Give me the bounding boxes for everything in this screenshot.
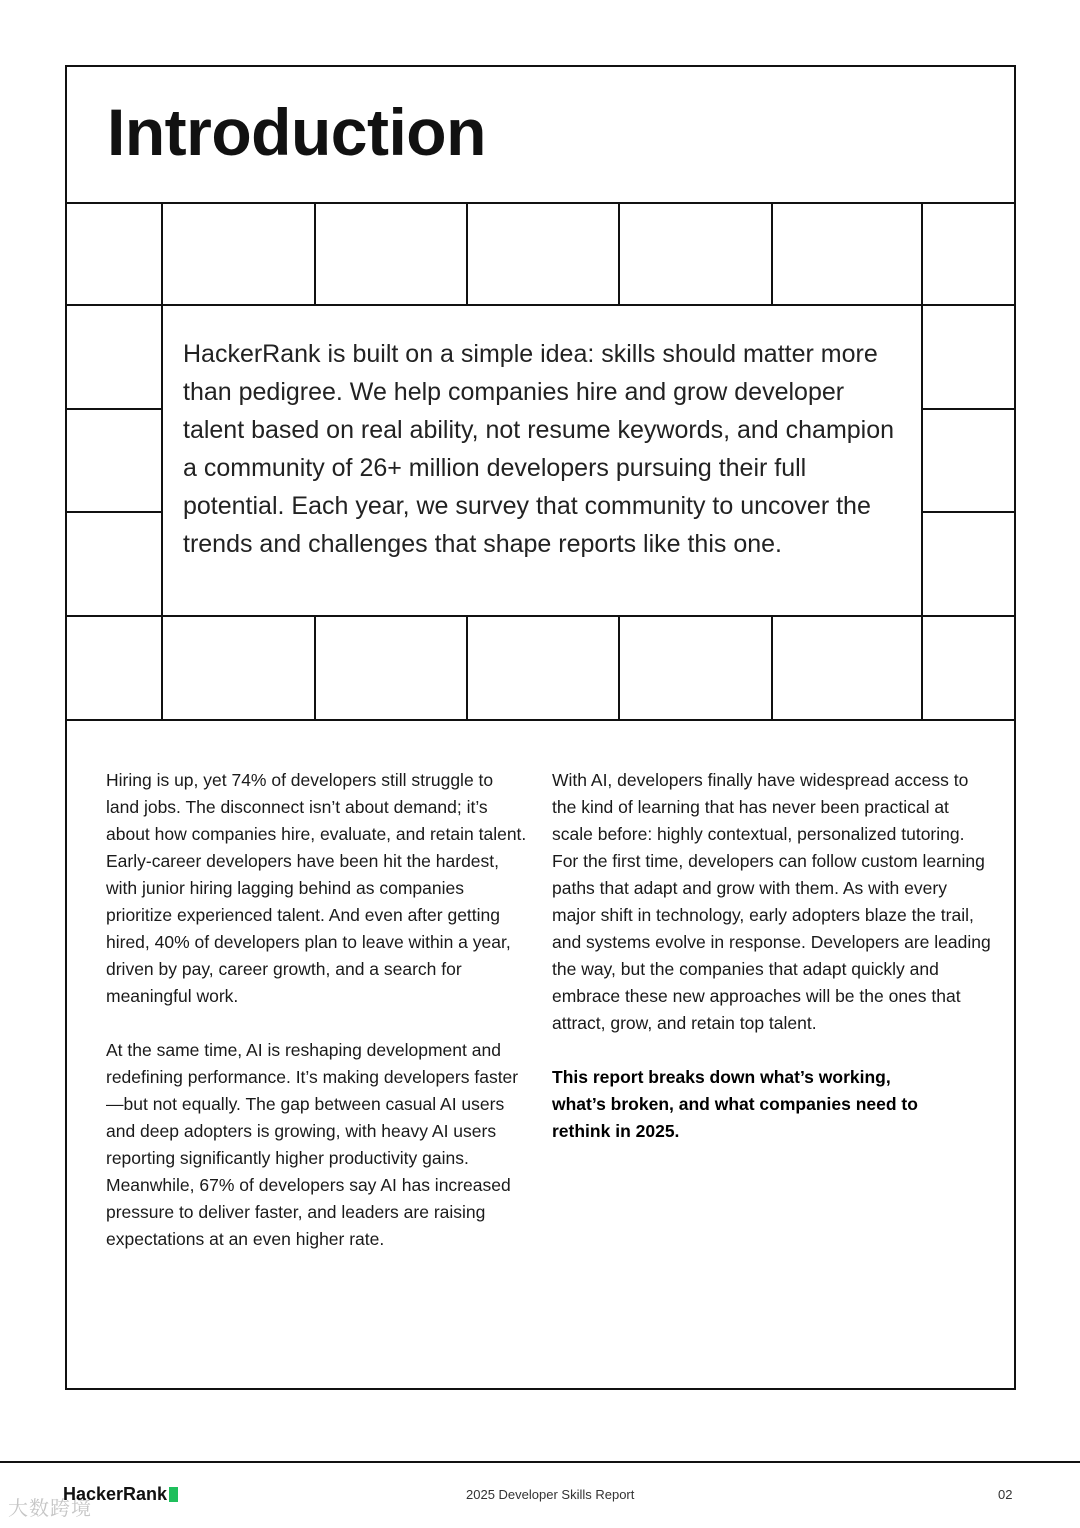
grid-col-top-5 — [771, 202, 773, 306]
grid-col-right — [921, 202, 923, 721]
hackerrank-logo[interactable] — [63, 1484, 178, 1505]
logo-mark-icon — [169, 1487, 178, 1502]
grid-rule-right-b — [923, 511, 1016, 513]
grid-rule-row4 — [67, 719, 1016, 721]
watermark: 大数跨境 — [8, 1498, 92, 1520]
body-paragraph: At the same time, AI is reshaping development and redefining performance. It’s making developers faster—but not equally. The gap between casual AI users and deep adopters is growing, with heavy AI users reporting significantly higher productivity gains. Meanwhile, 67% of developers say AI has increased pressure to deliver faster, and leaders are raising expectations at an even higher rate. — [106, 1040, 519, 1249]
grid-rule-header — [67, 202, 1016, 204]
report-title: 2025 Developer Skills Report — [466, 1487, 635, 1502]
grid-col-bottom-3 — [466, 615, 468, 721]
page-frame — [65, 65, 1016, 1390]
body-paragraph: With AI, developers finally have widespread access to the kind of learning that has never been practical at scale before: highly contextual, personalized tutoring. For the first time, developers can follow custom learning paths that adapt and grow with them. As with every major shift in technology, early adopters blaze the trail, and systems evolve in response. Developers are leading the way, but the companies that adapt quickly and embrace these new approaches will be the ones that attract, grow, and retain top talent. — [552, 770, 991, 1033]
page-title: Introduction — [107, 95, 486, 169]
body-column-left — [106, 767, 531, 1280]
grid-col-bottom-4 — [618, 615, 620, 721]
footer-divider — [0, 1461, 1080, 1463]
grid-rule-row3 — [67, 615, 1016, 617]
logo-text: HackerRank — [63, 1484, 168, 1504]
grid-rule-row1 — [67, 304, 1016, 306]
page-number: 02 — [998, 1487, 1013, 1502]
grid-col-top-4 — [618, 202, 620, 306]
callout-text: This report breaks down what’s working, what’s broken, and what companies need to rethink in 2025. — [552, 1067, 918, 1141]
grid-col-bottom-2 — [314, 615, 316, 721]
grid-col-bottom-5 — [771, 615, 773, 721]
grid-rule-left-b — [67, 511, 162, 513]
grid-rule-right-a — [923, 408, 1016, 410]
grid-col-left — [161, 202, 163, 721]
grid-col-top-2 — [314, 202, 316, 306]
intro-paragraph: HackerRank is built on a simple idea: skills should matter more than pedigree. We help companies hire and grow developer talent based on real ability, not resume keywords, and champion a community of 26+ million developers pursuing their full potential. Each year, we survey that community to uncover the trends and challenges that shape reports like this one. — [183, 340, 895, 558]
body-paragraph: Hiring is up, yet 74% of developers still struggle to land jobs. The disconnect isn’t about demand; it’s about how companies hire, evaluate, and retain talent. Early-career developers have been hit the hardest, with junior hiring lagging behind as companies prioritize experienced talent. And even after getting hired, 40% of developers plan to leave within a year, driven by pay, career growth, and a search for meaningful work. — [106, 770, 527, 1006]
grid-rule-left-a — [67, 408, 162, 410]
body-column-right — [552, 767, 992, 1172]
grid-col-top-3 — [466, 202, 468, 306]
